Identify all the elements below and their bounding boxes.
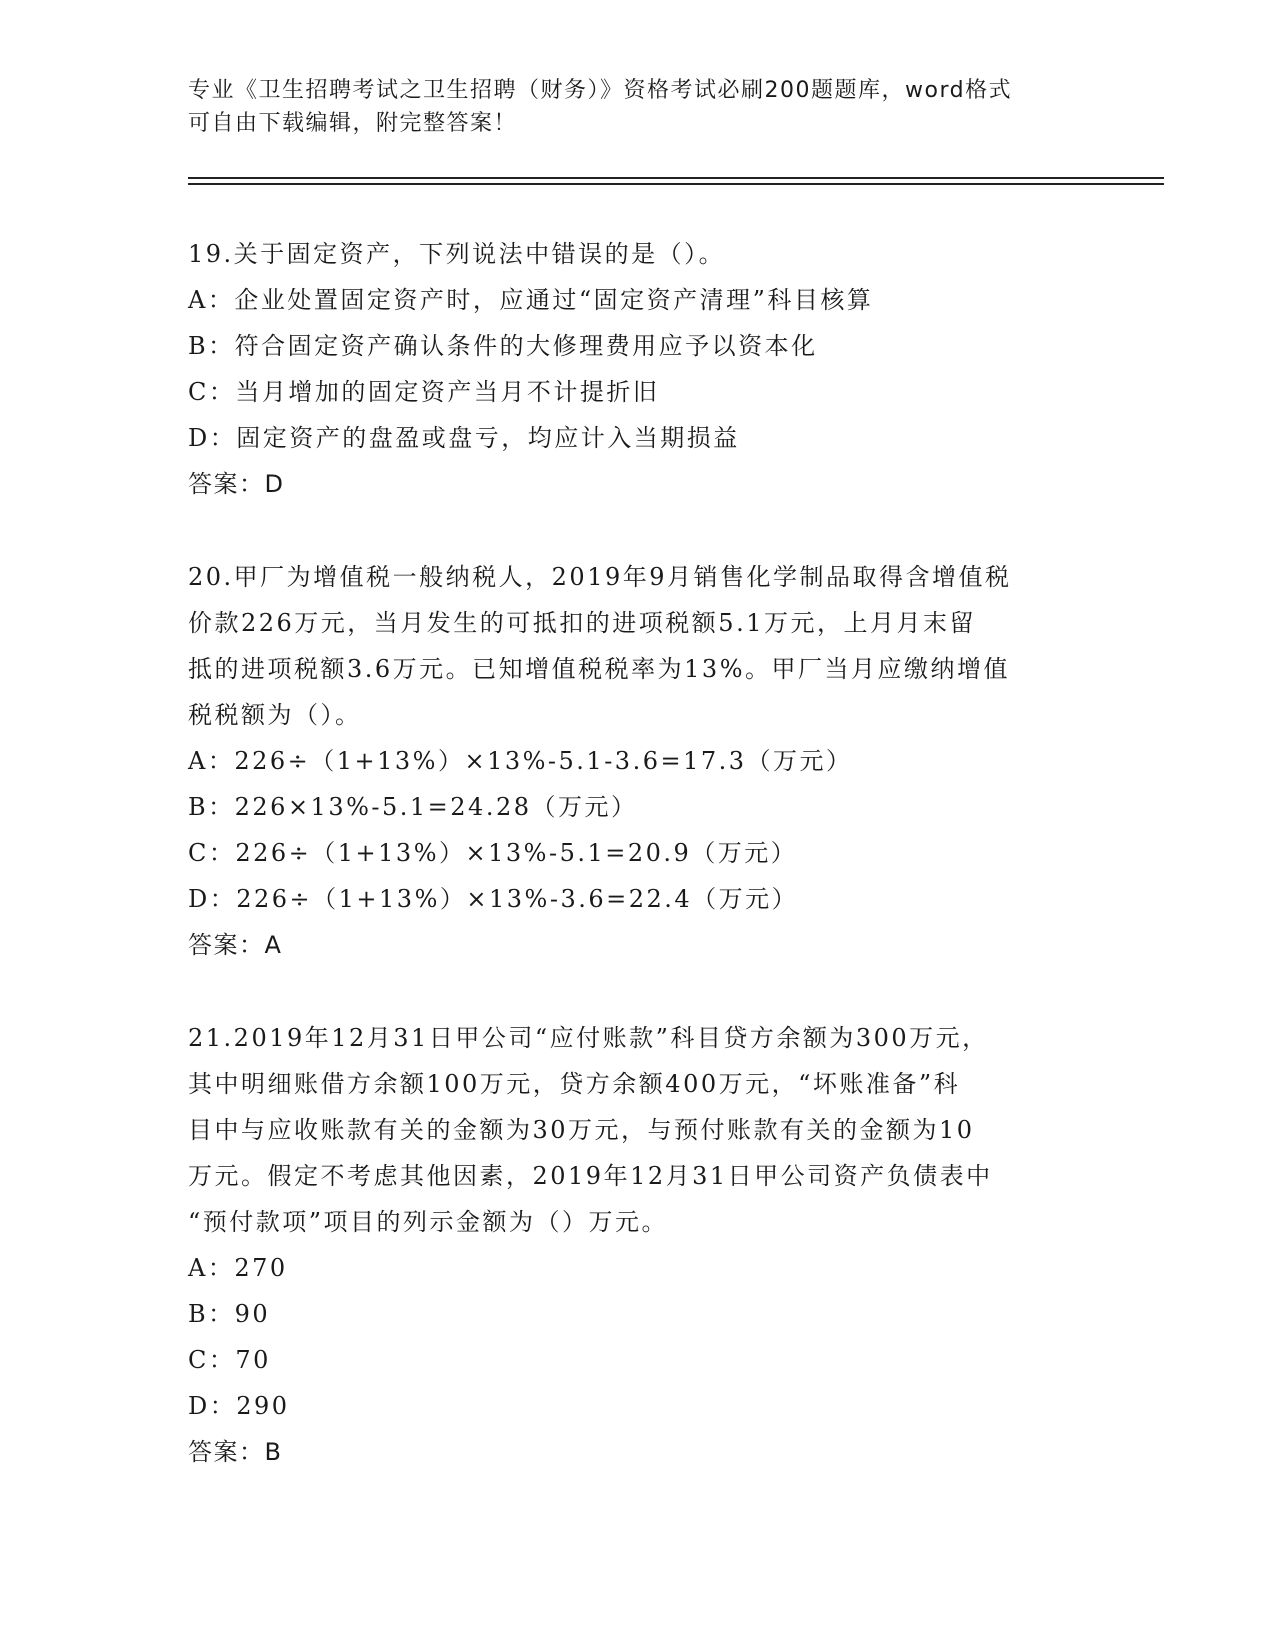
question-stem-line: 20.甲厂为增值税一般纳税人，2019年9月销售化学制品取得含增值税	[188, 563, 1012, 591]
option-b: B：符合固定资产确认条件的大修理费用应予以资本化	[188, 332, 818, 360]
question-19	[188, 231, 1088, 507]
header-rule-bottom	[188, 183, 1164, 185]
option-d: D：固定资产的盘盈或盘亏，均应计入当期损益	[188, 424, 740, 452]
question-stem-line: 税税额为（）。	[188, 701, 362, 729]
option-c: C：70	[188, 1346, 271, 1374]
question-stem-line: “预付款项”项目的列示金额为（）万元。	[188, 1208, 669, 1236]
question-stem-line: 价款226万元，当月发生的可抵扣的进项税额5.1万元，上月月末留	[188, 609, 976, 637]
answer: 答案：B	[188, 1438, 283, 1466]
option-d: D：290	[188, 1392, 290, 1420]
option-d: D：226÷（1+13%）×13%-3.6=22.4（万元）	[188, 885, 799, 913]
option-b: B：226×13%-5.1=24.28（万元）	[188, 793, 638, 821]
option-c: C：226÷（1+13%）×13%-5.1=20.9（万元）	[188, 839, 798, 867]
header-line-1: 专业《卫生招聘考试之卫生招聘（财务）》资格考试必刷200题题库，word格式	[188, 78, 1013, 103]
answer: 答案：D	[188, 470, 285, 498]
question-spacer	[188, 968, 1088, 1015]
option-b: B：90	[188, 1300, 271, 1328]
question-21	[188, 1015, 1088, 1475]
answer: 答案：A	[188, 931, 283, 959]
question-stem-line: 其中明细账借方余额100万元，贷方余额400万元，“坏账准备”科	[188, 1070, 961, 1098]
question-stem-line: 目中与应收账款有关的金额为30万元，与预付账款有关的金额为10	[188, 1116, 975, 1144]
header-line-2: 可自由下载编辑，附完整答案！	[188, 111, 518, 136]
question-stem-line: 19.关于固定资产，下列说法中错误的是（）。	[188, 240, 726, 268]
document-header	[188, 74, 1088, 140]
question-stem-line: 万元。假定不考虑其他因素，2019年12月31日甲公司资产负债表中	[188, 1162, 993, 1190]
question-stem-line: 抵的进项税额3.6万元。已知增值税税率为13%。甲厂当月应缴纳增值	[188, 655, 1011, 683]
question-stem-line: 21.2019年12月31日甲公司“应付账款”科目贷方余额为300万元，	[188, 1024, 989, 1052]
option-a: A：270	[188, 1254, 288, 1282]
question-list	[188, 231, 1088, 1475]
header-rule-top	[188, 177, 1164, 179]
option-a: A：226÷（1+13%）×13%-5.1-3.6=17.3（万元）	[188, 747, 853, 775]
question-spacer	[188, 507, 1088, 554]
question-20	[188, 554, 1088, 968]
option-c: C：当月增加的固定资产当月不计提折旧	[188, 378, 660, 406]
option-a: A：企业处置固定资产时，应通过“固定资产清理”科目核算	[188, 286, 874, 314]
